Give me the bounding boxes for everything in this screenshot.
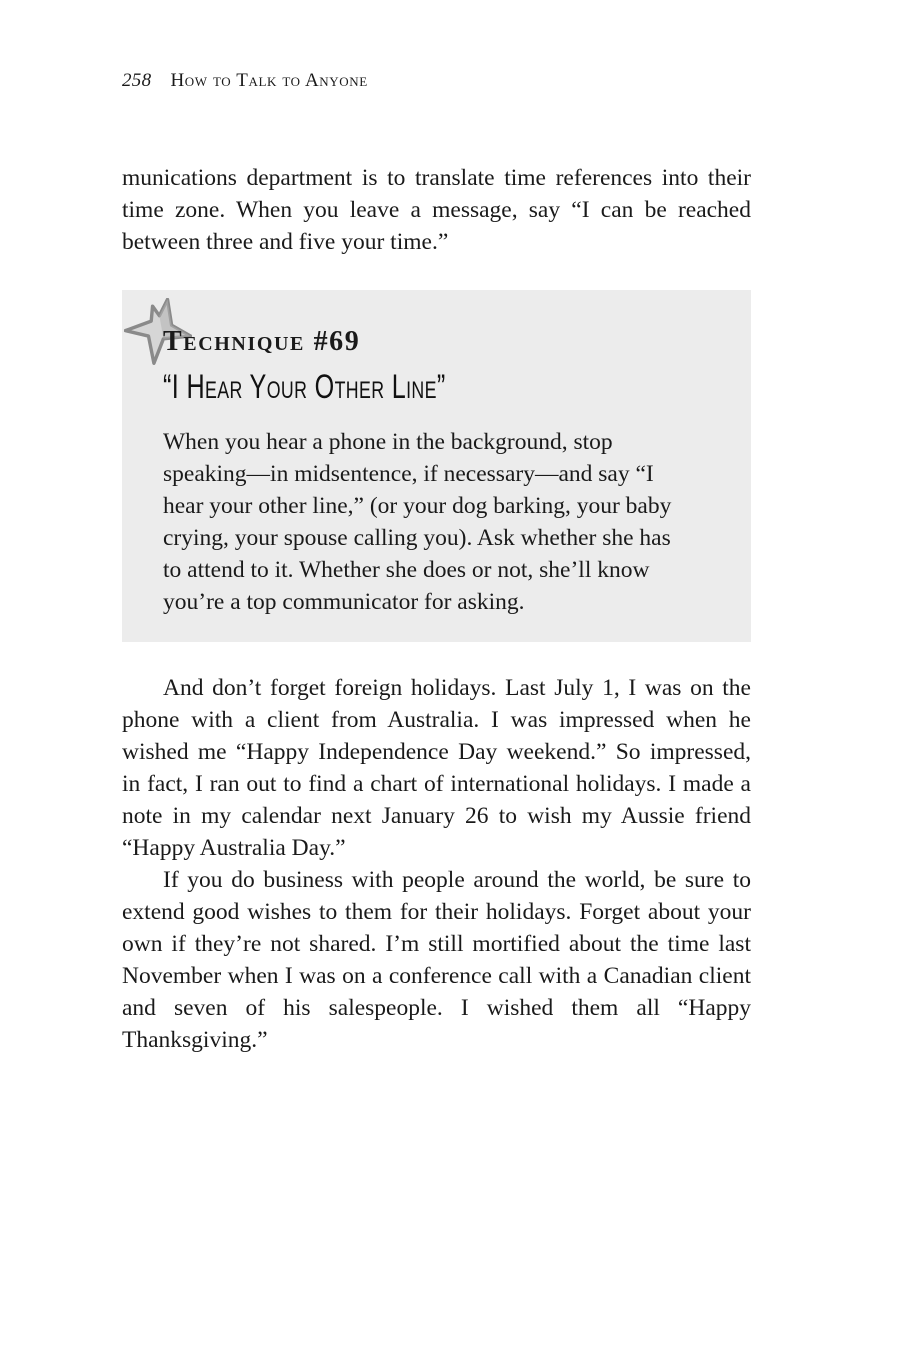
technique-box xyxy=(122,290,751,642)
paragraph-good-wishes: If you do business with people around the world, be sure to extend good wishes to them for their holidays. Forget about your own if they’re not shared. I’m still mortified about the time last November when I was on a conference call with a Canadian client and seven of his salespeople. I wished them all “Happy Thanksgiving.” xyxy=(122,867,751,1053)
technique-number: Technique #69 xyxy=(163,326,361,357)
technique-title: “I Hear Your Other Line” xyxy=(163,368,446,406)
paragraph-continued: munications department is to translate time references into their time zone. When you leave a message, say “I can be reached between three and five your time.” xyxy=(122,165,751,255)
technique-body xyxy=(163,426,713,618)
running-head xyxy=(122,70,368,92)
technique-body-line: crying, your spouse calling you). Ask whether she has xyxy=(163,525,671,551)
page-number: 258 xyxy=(122,70,152,91)
book-title: How to Talk to Anyone xyxy=(170,70,368,91)
paragraph-holidays: And don’t forget foreign holidays. Last July 1, I was on the phone with a client from Australia. I was impressed when he wished me “Happy Independence Day weekend.” So impressed, in fact, I ran out to find a chart of international holidays. I made a note in my calendar next January 26 to wish my Aussie friend “Happy Australia Day.” xyxy=(122,675,751,861)
technique-body-line: When you hear a phone in the background, stop xyxy=(163,429,613,455)
technique-body-line: hear your other line,” (or your dog barking, your baby xyxy=(163,493,672,519)
technique-body-line: speaking—in midsentence, if necessary—and say “I xyxy=(163,461,654,487)
technique-body-line: to attend to it. Whether she does or not, she’ll know xyxy=(163,557,650,583)
technique-body-line: you’re a top communicator for asking. xyxy=(163,589,525,615)
